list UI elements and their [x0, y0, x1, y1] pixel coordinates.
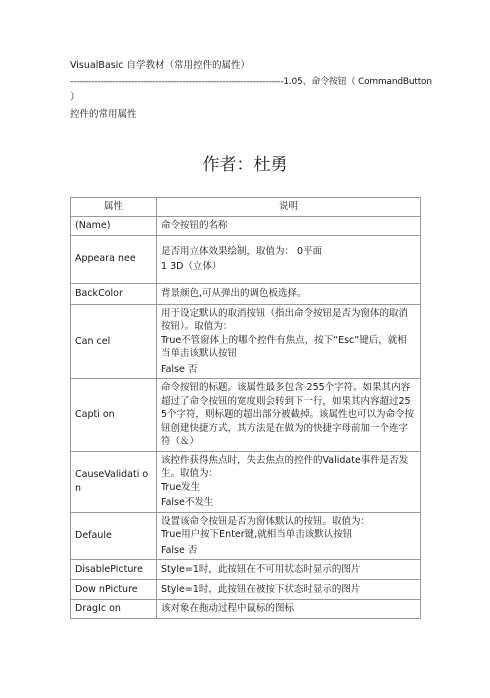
property-name: Appeara nee: [71, 235, 157, 283]
table-row: [71, 283, 421, 304]
property-name: DragIc on: [71, 600, 157, 619]
document-title-line: VisualBasic 自学教材（常用控件的属性）: [70, 60, 251, 71]
description-line: True发生: [161, 481, 201, 493]
property-description: [157, 580, 421, 600]
property-description: [157, 283, 421, 304]
author-heading: 作者：杜勇: [202, 155, 288, 175]
table-row: [71, 512, 421, 560]
property-name: (Name): [71, 217, 157, 236]
description-line: 背景颜色,可从弹出的调色板选择。: [161, 287, 307, 299]
property-name: Capti on: [71, 379, 157, 452]
header-property: 属性: [71, 198, 157, 217]
property-description: [157, 600, 421, 619]
description-line: 该对象在拖动过程中鼠标的图标: [161, 603, 295, 614]
table-header-row: [71, 198, 421, 217]
property-description: [157, 560, 421, 580]
table-row: [71, 560, 421, 580]
table-row: [71, 379, 421, 452]
description-line: False 否: [161, 363, 198, 375]
property-name: DisablePicture: [71, 560, 157, 580]
property-name: Can cel: [71, 304, 157, 379]
table-row: [71, 217, 421, 236]
property-description: [157, 217, 421, 236]
description-line: True用户按下Enter键,就相当单击该默认按钮: [161, 529, 353, 540]
property-name: CauseValidati on: [71, 451, 157, 512]
table-row: [71, 451, 421, 512]
description-line: Style=1时，此按钮在被按下状态时显示的图片: [161, 583, 361, 595]
description-line: 设置该命令按钮是否为窗体默认的按钮。取值为：: [161, 515, 371, 527]
section-heading-continuation: ）: [70, 92, 80, 103]
description-line: False不发生: [161, 497, 214, 508]
property-description: [157, 379, 421, 452]
description-line: 1 3D（立体）: [161, 261, 222, 272]
table-row: [71, 235, 421, 283]
property-description: [157, 304, 421, 379]
section-heading-line: ----------------------------------------------------------------------1.05、命令按钮（ CommandButton: [70, 77, 432, 87]
table-row: [71, 304, 421, 379]
property-description: [157, 512, 421, 560]
property-name: Dow nPicture: [71, 580, 157, 600]
description-line: False 否: [161, 544, 198, 556]
description-line: 命令按钮的标题。该属性最多包含 255个字符。如果其内容超过了命令按钮的宽度则会转到下一行，如果其内容超过255个字符，则标题的超出部分被截掉。该属性也可以为命令按钮创建快捷方式，其方法是在做为的快捷字母前加一个连字符（＆）: [161, 382, 415, 447]
description-line: True不管窗体上的哪个控件有焦点，按下“Esc”键后，就相当单击该默认按钮: [161, 334, 407, 359]
table-row: [71, 600, 421, 619]
description-line: Style=1时，此按钮在不可用状态时显示的图片: [161, 563, 361, 575]
properties-table: [70, 197, 421, 619]
property-name: Defaule: [71, 512, 157, 560]
description-line: 该控件获得焦点时，失去焦点的控件的Validate事件是否发生。取值为：: [161, 454, 409, 479]
table-row: [71, 580, 421, 600]
property-description: [157, 235, 421, 283]
property-description: [157, 451, 421, 512]
description-line: 用于设定默认的取消按钮（指出命令按钮是否为窗体的取消按钮）。取值为：: [161, 307, 409, 332]
header-description: 说明: [157, 198, 421, 217]
section-subtitle: 控件的常用属性: [70, 109, 137, 120]
description-line: 是否用立体效果绘制，取值为： 0平面: [161, 245, 323, 257]
description-line: 命令按钮的名称: [161, 220, 228, 231]
property-name: BackColor: [71, 283, 157, 304]
